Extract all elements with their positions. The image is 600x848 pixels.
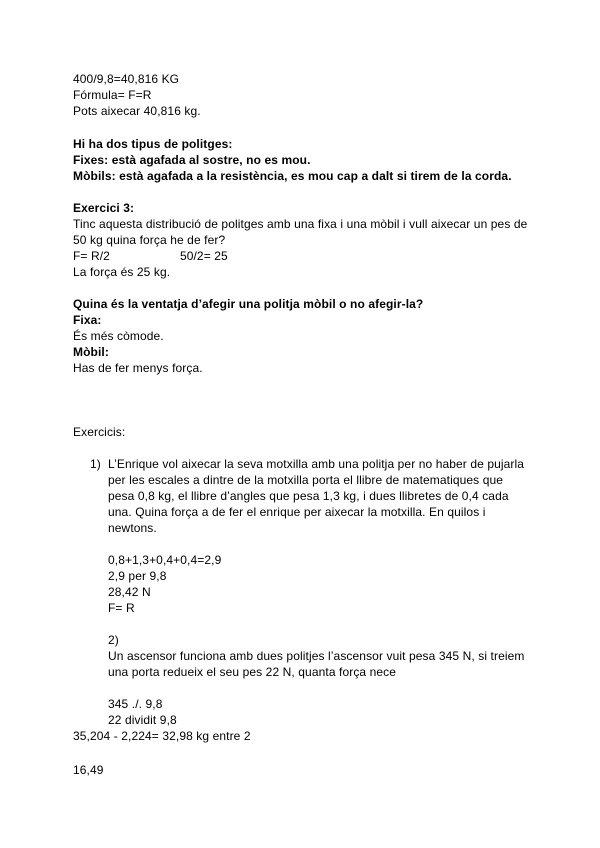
exercise1-line: newtons. bbox=[108, 521, 157, 535]
advantage-fixed-label: Fixa: bbox=[73, 313, 102, 327]
exercise3-text-line-1: Tinc aquesta distribució de politges amb una fixa i una mòbil i vull aixecar un pes de bbox=[73, 217, 528, 231]
advantage-mobile-text: Has de fer menys força. bbox=[73, 361, 203, 375]
exercises-heading: Exercicis: bbox=[73, 425, 126, 439]
pulleys-heading: Hi ha dos tipus de politges: bbox=[73, 137, 233, 151]
exercise3-result: La força és 25 kg. bbox=[73, 265, 171, 279]
pulleys-fixed: Fixes: està agafada al sostre, no es mou. bbox=[73, 153, 311, 167]
exercise1-calc: 0,8+1,3+0,4+0,4=2,9 bbox=[108, 553, 222, 567]
final-calc: 35,204 - 2,224= 32,98 kg entre 2 bbox=[73, 729, 251, 743]
exercise3-formula-row bbox=[73, 249, 228, 263]
advantage-question: Quina és la ventatja d’afegir una politja mòbil o no afegir-la? bbox=[73, 297, 424, 311]
exercise1-line: L’Enrique vol aixecar la seva motxilla amb una politja per no haber de pujarla bbox=[108, 457, 525, 471]
exercise1-number: 1) bbox=[90, 457, 101, 471]
exercise1-calc: F= R bbox=[108, 601, 135, 615]
exercise2-line: Un ascensor funciona amb dues politjes l’ascensor vuit pesa 345 N, si treiem bbox=[108, 649, 525, 663]
intro-line-2: Fórmula= F=R bbox=[73, 88, 152, 102]
advantage-mobile-label: Mòbil: bbox=[73, 345, 109, 359]
exercise1-line: per les escales a dintre de la motxilla porta el llibre de matematiques que bbox=[108, 473, 504, 487]
exercise2-number: 2) bbox=[108, 633, 119, 647]
intro-line-1: 400/9,8=40,816 KG bbox=[73, 72, 180, 86]
exercise2-calc: 345 ./. 9,8 bbox=[108, 697, 163, 711]
exercise1-line: una. Quina força a de fer el enrique per aixecar la motxilla. En quilos i bbox=[108, 505, 486, 519]
exercise2-calc: 22 dividit 9,8 bbox=[108, 713, 177, 727]
pulleys-mobile: Mòbils: està agafada a la resistència, es mou cap a dalt si tirem de la corda. bbox=[73, 169, 512, 183]
exercise3-calc: 50/2= 25 bbox=[179, 249, 228, 263]
intro-line-3: Pots aixecar 40,816 kg. bbox=[73, 104, 201, 118]
exercise2-line: una porta redueix el seu pes 22 N, quanta força nece bbox=[108, 665, 397, 679]
exercise1-calc: 2,9 per 9,8 bbox=[108, 569, 167, 583]
exercise1-calc: 28,42 N bbox=[108, 585, 151, 599]
exercise1-line: pesa 0,8 kg, el llibre d’angles que pesa 1,3 kg, i dues llibretes de 0,4 cada bbox=[108, 489, 509, 503]
exercise3-text-line-2: 50 kg quina força he de fer? bbox=[73, 233, 226, 247]
exercise3-formula: F= R/2 bbox=[73, 249, 110, 263]
exercise3-title: Exercici 3: bbox=[73, 201, 135, 215]
advantage-fixed-text: És més còmode. bbox=[73, 329, 164, 343]
final-result: 16,49 bbox=[73, 763, 104, 777]
